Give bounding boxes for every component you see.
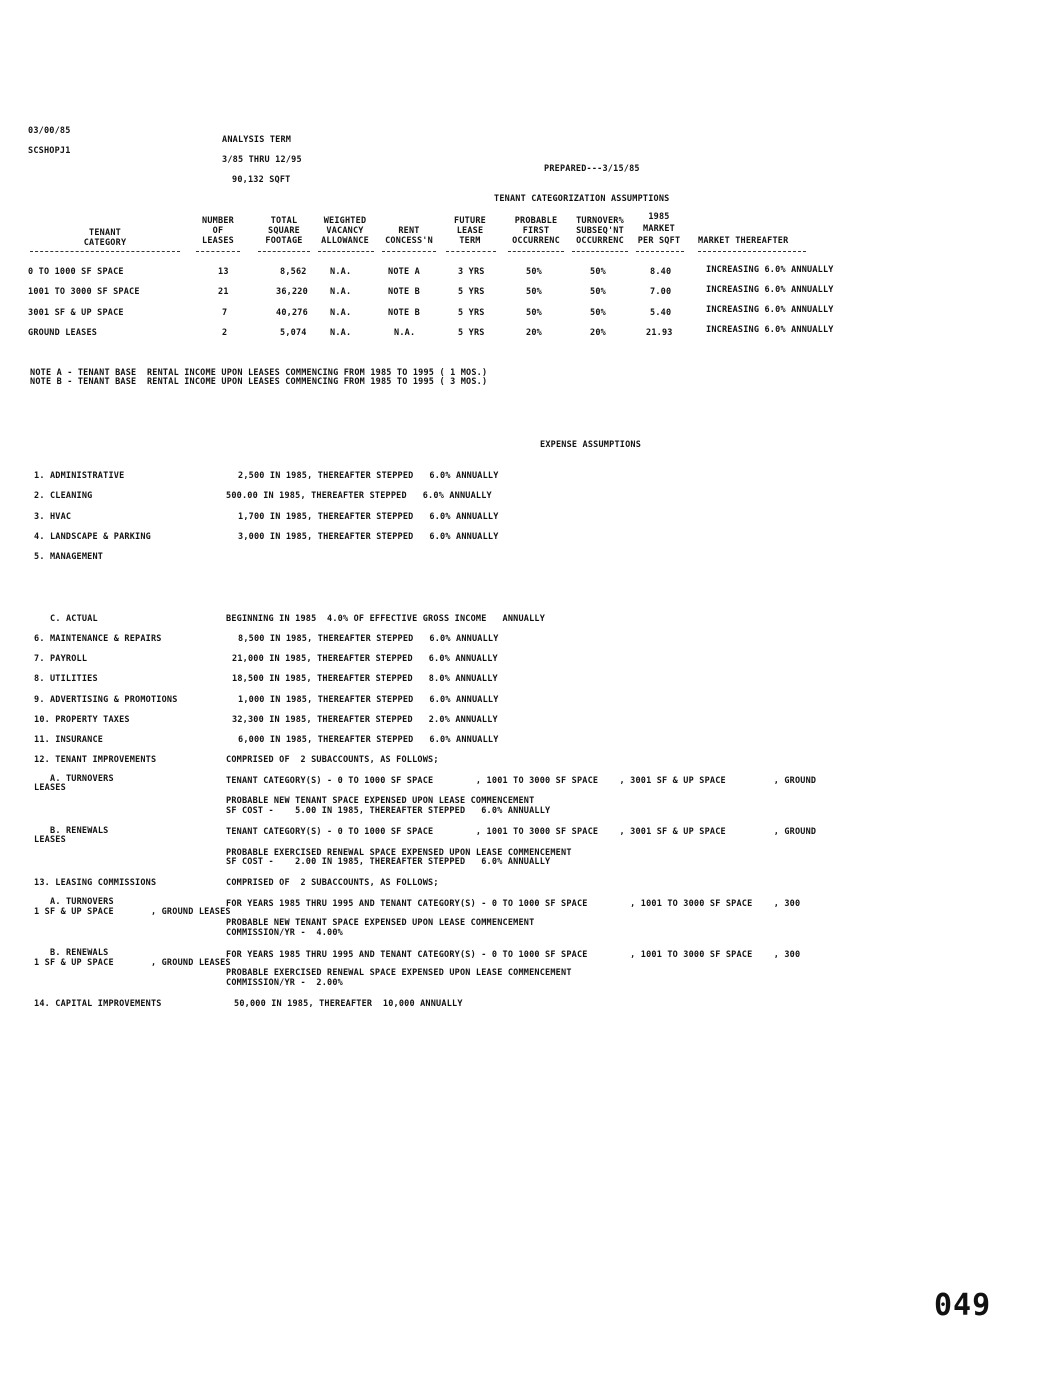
column-header: 1985 <box>648 212 670 222</box>
column-header: CATEGORY <box>83 238 127 248</box>
prepared-date: PREPARED---3/15/85 <box>544 164 640 174</box>
table-cell: 20% <box>590 328 606 338</box>
table-cell: 7 <box>222 308 228 318</box>
expense-value: BEGINNING IN 1985 4.0% OF EFFECTIVE GROSS INCOME ANNUALLY <box>226 614 546 624</box>
table-cell: 7.00 <box>650 287 672 297</box>
table-cell: NOTE B <box>388 287 420 297</box>
page-number: 049 <box>934 1288 992 1323</box>
expense-value: 18,500 IN 1985, THEREAFTER STEPPED 8.0% ANNUALLY <box>232 674 498 684</box>
subaccount-label: LEASES <box>34 835 66 845</box>
table-cell: INCREASING 6.0% ANNUALLY <box>706 285 834 295</box>
header-rule <box>446 251 496 252</box>
subaccount-label: A. TURNOVERS <box>50 774 114 784</box>
table-cell: GROUND LEASES <box>28 328 98 338</box>
expense-label: 1. ADMINISTRATIVE <box>34 471 125 481</box>
table-cell: 1001 TO 3000 SF SPACE <box>28 287 140 297</box>
analysis-term-label: ANALYSIS TERM <box>222 135 292 145</box>
subaccount-line: COMMISSION/YR - 2.00% <box>226 978 343 988</box>
subaccount-line: FOR YEARS 1985 THRU 1995 AND TENANT CATEGORY(S) - 0 TO 1000 SF SPACE , 1001 TO 3000 SF SPACE , 300 <box>226 950 801 960</box>
table-cell: 3001 SF & UP SPACE <box>28 308 124 318</box>
column-header: SQUARE <box>268 226 300 236</box>
subaccount-line: COMMISSION/YR - 4.00% <box>226 928 343 938</box>
table-cell: INCREASING 6.0% ANNUALLY <box>706 265 834 275</box>
table-cell: N.A. <box>394 328 416 338</box>
table-cell: 5.40 <box>650 308 672 318</box>
column-header: LEASES <box>202 236 234 246</box>
column-header: MARKET <box>643 224 675 234</box>
report-code: SCSHOPJ1 <box>28 146 71 156</box>
column-header: MARKET THEREAFTER <box>698 236 789 246</box>
column-header: FUTURE <box>454 216 486 226</box>
subaccount-line: PROBABLE NEW TENANT SPACE EXPENSED UPON LEASE COMMENCEMENT <box>226 918 535 928</box>
table-cell: N.A. <box>330 308 352 318</box>
expense-value: 1,700 IN 1985, THEREAFTER STEPPED 6.0% ANNUALLY <box>238 512 499 522</box>
expense-value: 3,000 IN 1985, THEREAFTER STEPPED 6.0% ANNUALLY <box>238 532 499 542</box>
subaccount-label: A. TURNOVERS <box>50 897 114 907</box>
column-header: TERM <box>459 236 481 246</box>
expense-label: C. ACTUAL <box>50 614 98 624</box>
table-cell: 3 YRS <box>458 267 485 277</box>
expense-label: 10. PROPERTY TAXES <box>34 715 130 725</box>
expense-label: 6. MAINTENANCE & REPAIRS <box>34 634 162 644</box>
column-header: PROBABLE <box>514 216 558 226</box>
expense-value: COMPRISED OF 2 SUBACCOUNTS, AS FOLLOWS; <box>226 755 439 765</box>
expense-label: 5. MANAGEMENT <box>34 552 104 562</box>
subaccount-line: PROBABLE NEW TENANT SPACE EXPENSED UPON LEASE COMMENCEMENT <box>226 796 535 806</box>
expense-value: 50,000 IN 1985, THEREAFTER 10,000 ANNUALLY <box>234 999 463 1009</box>
expense-label: 8. UTILITIES <box>34 674 98 684</box>
subaccount-label: LEASES <box>34 783 66 793</box>
column-header: VACANCY <box>326 226 364 236</box>
column-header: FIRST <box>522 226 550 236</box>
table-cell: 8.40 <box>650 267 672 277</box>
expense-value: 500.00 IN 1985, THEREAFTER STEPPED 6.0% ANNUALLY <box>226 491 492 501</box>
analysis-area: 90,132 SQFT <box>232 175 291 185</box>
subaccount-label: B. RENEWALS <box>50 948 109 958</box>
header-rule <box>196 251 240 252</box>
note-a: NOTE A - TENANT BASE RENTAL INCOME UPON LEASES COMMENCING FROM 1985 TO 1995 ( 1 MOS.) <box>30 368 488 378</box>
column-header: PER SQFT <box>637 236 681 246</box>
table-cell: 5 YRS <box>458 328 485 338</box>
subaccount-label: B. RENEWALS <box>50 826 109 836</box>
column-header: OCCURRENC <box>576 236 624 246</box>
table-cell: N.A. <box>330 267 352 277</box>
table-cell: 5 YRS <box>458 308 485 318</box>
subaccount-line: PROBABLE EXERCISED RENEWAL SPACE EXPENSED UPON LEASE COMMENCEMENT <box>226 968 572 978</box>
table-cell: 50% <box>590 267 606 277</box>
table-cell: 2 <box>222 328 228 338</box>
expense-value: 8,500 IN 1985, THEREAFTER STEPPED 6.0% ANNUALLY <box>238 634 499 644</box>
expense-label: 7. PAYROLL <box>34 654 88 664</box>
expense-value: 6,000 IN 1985, THEREAFTER STEPPED 6.0% ANNUALLY <box>238 735 499 745</box>
expense-section-title: EXPENSE ASSUMPTIONS <box>540 440 642 450</box>
table-cell: 40,276 <box>276 308 308 318</box>
table-cell: 50% <box>590 308 606 318</box>
table-cell: 50% <box>526 267 542 277</box>
column-header: TURNOVER% <box>576 216 624 226</box>
column-header: WEIGHTED <box>323 216 367 226</box>
expense-value: COMPRISED OF 2 SUBACCOUNTS, AS FOLLOWS; <box>226 878 439 888</box>
subaccount-label: 1 SF & UP SPACE , GROUND LEASES <box>34 907 231 917</box>
expense-label: 9. ADVERTISING & PROMOTIONS <box>34 695 178 705</box>
expense-label: 3. HVAC <box>34 512 72 522</box>
column-header: CONCESS'N <box>385 236 433 246</box>
subaccount-line: PROBABLE EXERCISED RENEWAL SPACE EXPENSED UPON LEASE COMMENCEMENT <box>226 848 572 858</box>
report-date: 03/00/85 <box>28 126 71 136</box>
expense-value: 1,000 IN 1985, THEREAFTER STEPPED 6.0% ANNUALLY <box>238 695 499 705</box>
expense-label: 4. LANDSCAPE & PARKING <box>34 532 151 542</box>
tenant-section-title: TENANT CATEGORIZATION ASSUMPTIONS <box>494 194 670 204</box>
column-header: ALLOWANCE <box>321 236 369 246</box>
header-rule <box>698 251 806 252</box>
table-cell: 21 <box>218 287 229 297</box>
header-rule <box>258 251 310 252</box>
header-rule <box>636 251 684 252</box>
subaccount-line: TENANT CATEGORY(S) - 0 TO 1000 SF SPACE , 1001 TO 3000 SF SPACE , 3001 SF & UP SPACE , GROUND <box>226 827 817 837</box>
column-header: LEASE <box>456 226 484 236</box>
note-b: NOTE B - TENANT BASE RENTAL INCOME UPON LEASES COMMENCING FROM 1985 TO 1995 ( 3 MOS.) <box>30 377 488 387</box>
header-rule <box>572 251 628 252</box>
expense-label: 13. LEASING COMMISSIONS <box>34 878 157 888</box>
expense-label: 14. CAPITAL IMPROVEMENTS <box>34 999 162 1009</box>
header-rule <box>382 251 436 252</box>
subaccount-line: TENANT CATEGORY(S) - 0 TO 1000 SF SPACE , 1001 TO 3000 SF SPACE , 3001 SF & UP SPACE , GROUND <box>226 776 817 786</box>
subaccount-label: 1 SF & UP SPACE , GROUND LEASES <box>34 958 231 968</box>
column-header: TENANT <box>89 228 121 238</box>
table-cell: 5 YRS <box>458 287 485 297</box>
subaccount-line: SF COST - 2.00 IN 1985, THEREAFTER STEPPED 6.0% ANNUALLY <box>226 857 551 867</box>
table-cell: 21.93 <box>646 328 673 338</box>
expense-value: 32,300 IN 1985, THEREAFTER STEPPED 2.0% ANNUALLY <box>232 715 498 725</box>
table-cell: NOTE A <box>388 267 420 277</box>
analysis-term-value: 3/85 THRU 12/95 <box>222 155 302 165</box>
expense-value: 2,500 IN 1985, THEREAFTER STEPPED 6.0% ANNUALLY <box>238 471 499 481</box>
table-cell: 8,562 <box>280 267 307 277</box>
expense-value: 21,000 IN 1985, THEREAFTER STEPPED 6.0% ANNUALLY <box>232 654 498 664</box>
table-cell: INCREASING 6.0% ANNUALLY <box>706 325 834 335</box>
table-cell: N.A. <box>330 287 352 297</box>
column-header: NUMBER <box>202 216 234 226</box>
expense-label: 12. TENANT IMPROVEMENTS <box>34 755 157 765</box>
table-cell: 13 <box>218 267 229 277</box>
table-cell: 36,220 <box>276 287 308 297</box>
header-rule <box>318 251 374 252</box>
column-header: RENT <box>398 226 420 236</box>
table-cell: N.A. <box>330 328 352 338</box>
header-rule <box>30 251 180 252</box>
expense-label: 2. CLEANING <box>34 491 93 501</box>
table-cell: 50% <box>526 287 542 297</box>
column-header: OCCURRENC <box>512 236 560 246</box>
column-header: SUBSEQ'NT <box>576 226 624 236</box>
table-cell: 0 TO 1000 SF SPACE <box>28 267 124 277</box>
table-cell: 5,074 <box>280 328 307 338</box>
column-header: OF <box>212 226 224 236</box>
header-rule <box>508 251 564 252</box>
table-cell: NOTE B <box>388 308 420 318</box>
table-cell: 20% <box>526 328 542 338</box>
column-header: TOTAL <box>270 216 298 226</box>
table-cell: 50% <box>590 287 606 297</box>
subaccount-line: SF COST - 5.00 IN 1985, THEREAFTER STEPPED 6.0% ANNUALLY <box>226 806 551 816</box>
table-cell: 50% <box>526 308 542 318</box>
table-cell: INCREASING 6.0% ANNUALLY <box>706 305 834 315</box>
subaccount-line: FOR YEARS 1985 THRU 1995 AND TENANT CATEGORY(S) - 0 TO 1000 SF SPACE , 1001 TO 3000 SF SPACE , 300 <box>226 899 801 909</box>
expense-label: 11. INSURANCE <box>34 735 104 745</box>
column-header: FOOTAGE <box>265 236 303 246</box>
